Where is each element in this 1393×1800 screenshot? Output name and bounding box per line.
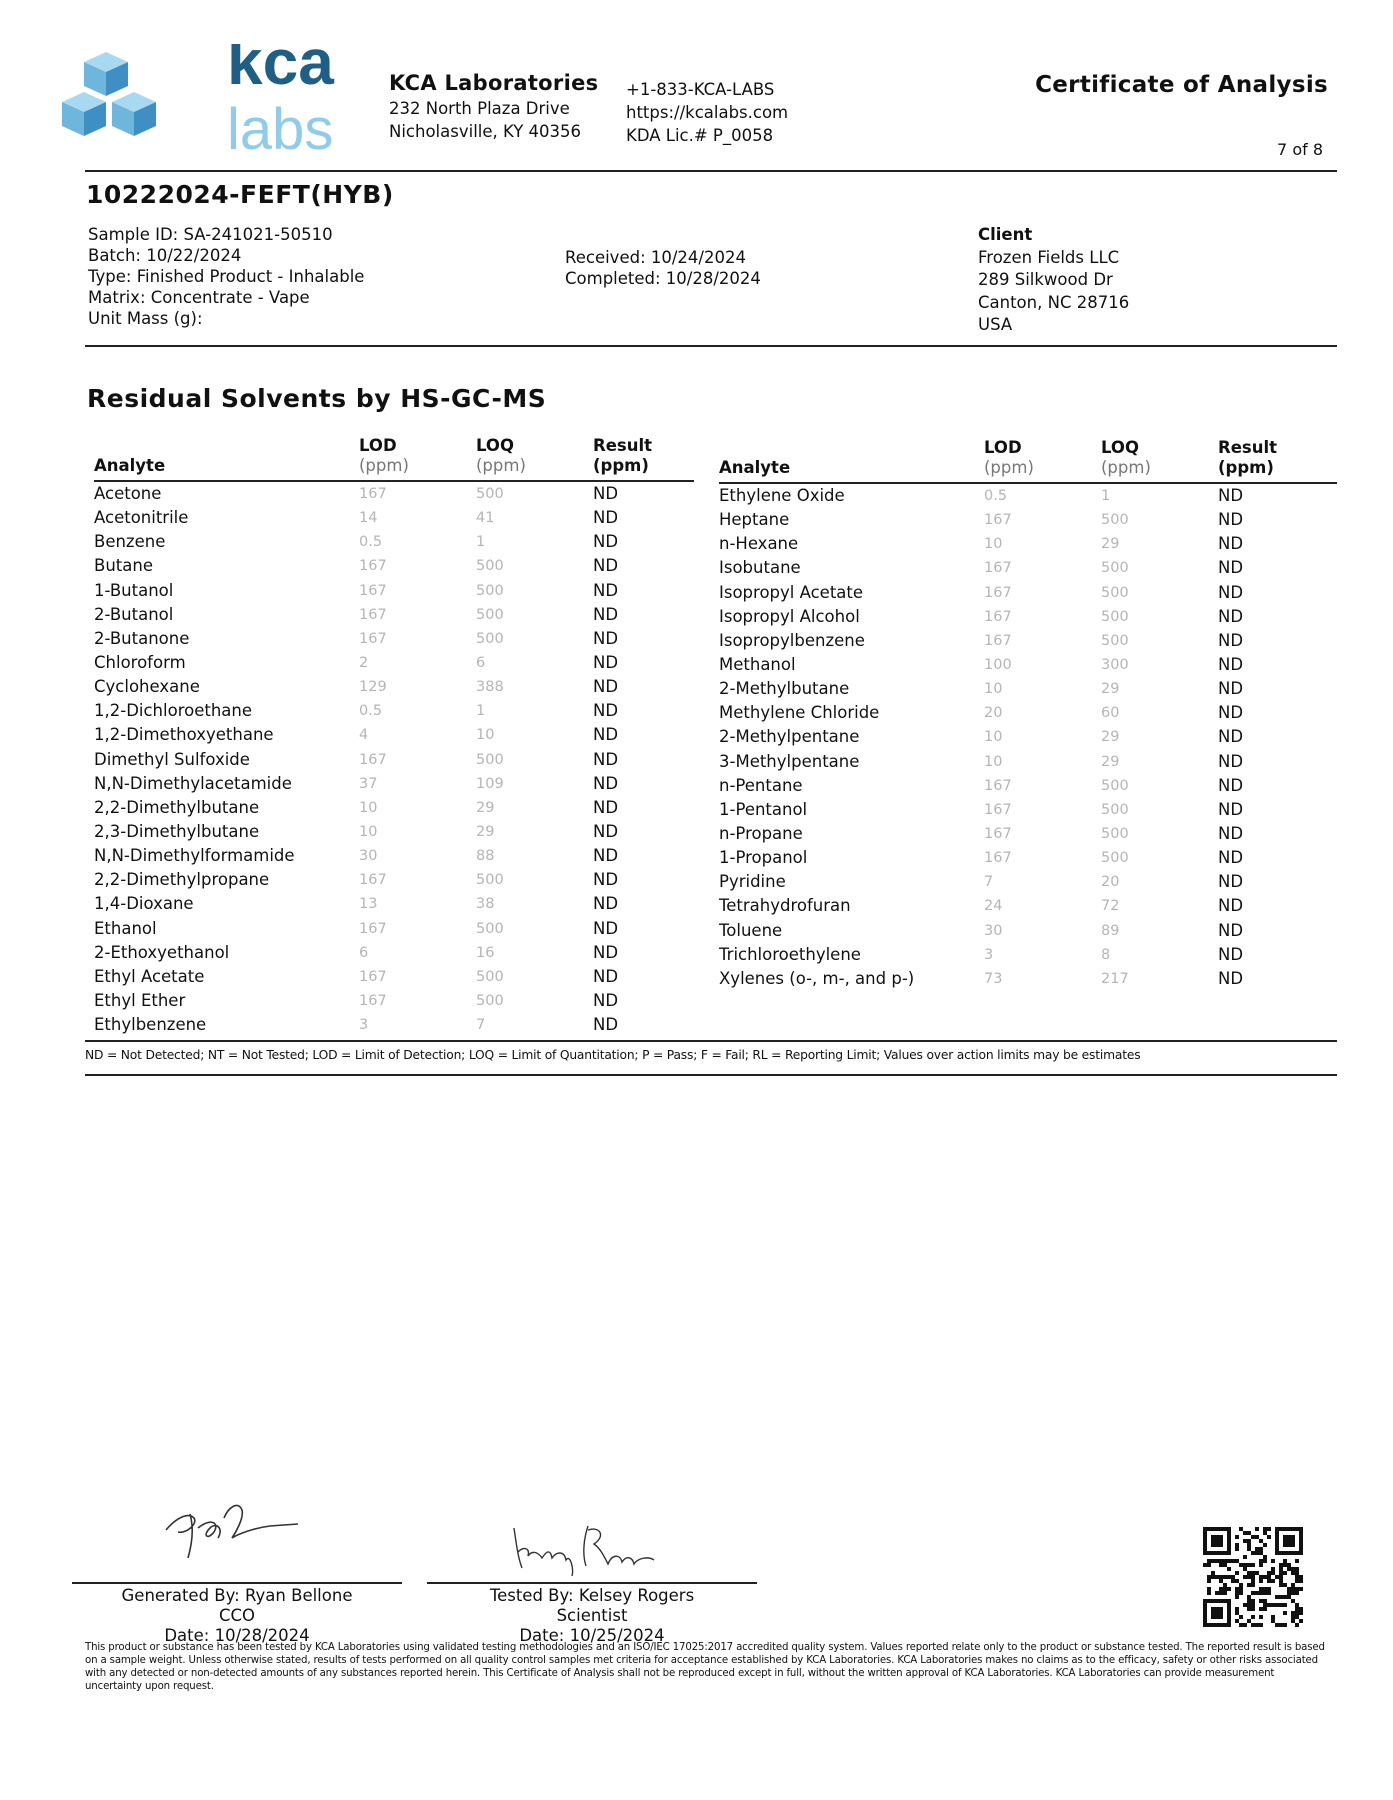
result-cell: ND bbox=[1218, 606, 1244, 626]
analyte-cell: Isopropylbenzene bbox=[719, 630, 865, 650]
sample-type: Type: Finished Product - Inhalable bbox=[88, 267, 365, 286]
lod-cell: 10 bbox=[984, 729, 1003, 746]
lod-cell: 167 bbox=[359, 872, 387, 889]
table-row bbox=[94, 820, 694, 844]
legend-divider bbox=[85, 1074, 1337, 1076]
signature-line-generated bbox=[72, 1582, 402, 1584]
result-cell: ND bbox=[593, 677, 619, 697]
analyte-cell: 1,2-Dimethoxyethane bbox=[94, 725, 274, 745]
result-cell: ND bbox=[593, 556, 619, 576]
analyte-cell: Ethylene Oxide bbox=[719, 486, 845, 506]
result-cell: ND bbox=[1218, 655, 1244, 675]
lod-cell: 37 bbox=[359, 775, 378, 792]
table-row bbox=[719, 846, 1337, 870]
result-cell: ND bbox=[1218, 824, 1244, 844]
lod-cell: 167 bbox=[359, 920, 387, 937]
loq-cell: 500 bbox=[476, 993, 504, 1010]
client-name: Frozen Fields LLC bbox=[978, 247, 1120, 267]
result-cell: ND bbox=[1218, 727, 1244, 747]
loq-cell: 500 bbox=[1101, 560, 1129, 577]
table-row bbox=[94, 530, 694, 554]
loq-cell: 500 bbox=[1101, 608, 1129, 625]
lod-cell: 167 bbox=[359, 630, 387, 647]
result-cell: ND bbox=[593, 846, 619, 866]
signature-ryan-bellone bbox=[158, 1488, 308, 1568]
analyte-cell: Isopropyl Alcohol bbox=[719, 606, 860, 626]
loq-cell: 29 bbox=[1101, 681, 1120, 698]
analyte-cell: N,N-Dimethylacetamide bbox=[94, 773, 292, 793]
analyte-cell: Dimethyl Sulfoxide bbox=[94, 749, 250, 769]
tested-by-date: Date: 10/25/2024 bbox=[519, 1626, 665, 1645]
client-address-line2: Canton, NC 28716 bbox=[978, 292, 1130, 312]
result-cell: ND bbox=[593, 701, 619, 721]
table-row bbox=[719, 894, 1337, 918]
loq-cell: 500 bbox=[476, 582, 504, 599]
sample-id: Sample ID: SA-241021-50510 bbox=[88, 225, 333, 244]
table-bottom-divider bbox=[85, 1040, 1337, 1042]
result-cell: ND bbox=[1218, 679, 1244, 699]
loq-cell: 38 bbox=[476, 896, 495, 913]
generated-by-date: Date: 10/28/2024 bbox=[164, 1626, 310, 1645]
lod-cell: 167 bbox=[359, 606, 387, 623]
analyte-cell: Tetrahydrofuran bbox=[719, 896, 851, 916]
table-row bbox=[94, 481, 694, 506]
result-cell: ND bbox=[1218, 944, 1244, 964]
analyte-cell: 2,2-Dimethylpropane bbox=[94, 870, 270, 890]
result-cell: ND bbox=[593, 1015, 619, 1035]
signature-line-tested bbox=[427, 1582, 757, 1584]
analyte-cell: Isobutane bbox=[719, 558, 801, 578]
loq-cell: 500 bbox=[476, 558, 504, 575]
loq-cell: 29 bbox=[1101, 536, 1120, 553]
analyte-cell: Ethanol bbox=[94, 918, 157, 938]
loq-cell: 29 bbox=[476, 824, 495, 841]
table-row bbox=[719, 532, 1337, 556]
completed-date: Completed: 10/28/2024 bbox=[565, 269, 761, 288]
logo-text-labs: labs bbox=[227, 97, 334, 162]
page-number: 7 of 8 bbox=[1277, 140, 1323, 159]
table-row bbox=[719, 701, 1337, 725]
received-date: Received: 10/24/2024 bbox=[565, 248, 746, 267]
lod-cell: 129 bbox=[359, 679, 387, 696]
lod-cell: 6 bbox=[359, 944, 369, 961]
table-row bbox=[94, 989, 694, 1013]
loq-cell: 29 bbox=[1101, 729, 1120, 746]
analyte-cell: Methanol bbox=[719, 655, 796, 675]
result-cell: ND bbox=[1218, 751, 1244, 771]
loq-cell: 500 bbox=[476, 872, 504, 889]
loq-cell: 29 bbox=[1101, 753, 1120, 770]
analyte-cell: Methylene Chloride bbox=[719, 703, 880, 723]
lod-cell: 167 bbox=[984, 512, 1012, 529]
table-row bbox=[94, 506, 694, 530]
sample-matrix: Matrix: Concentrate - Vape bbox=[88, 288, 310, 307]
analyte-cell: 1-Butanol bbox=[94, 580, 174, 600]
disclaimer-text: This product or substance has been tested by KCA Laboratories using validated testing methodologies and an ISO/IEC 17025:2017 accredited quality system. Values reported relate only to the product or substance tested. The reported result is based on a sample weight. Unless otherwise stated, results of tests performed on all quality control samples met criteria for acceptance established by KCA Laboratories. KCA Laboratories makes no claims as to the efficacy, safety or other risks associated with any detected or non-detected amounts of any substances reported herein. This Certificate of Analysis shall not be reproduced except in full, without the written approval of KCA Laboratories. KCA Laboratories can provide measurement uncertainty upon request. bbox=[85, 1642, 1325, 1692]
logo-text-kca: kca bbox=[227, 44, 334, 98]
results-table-right bbox=[719, 438, 1337, 991]
tested-by-title: Scientist bbox=[556, 1606, 628, 1625]
lod-cell: 167 bbox=[984, 608, 1012, 625]
loq-cell: 41 bbox=[476, 510, 495, 527]
result-cell: ND bbox=[593, 942, 619, 962]
loq-cell: 300 bbox=[1101, 657, 1129, 674]
loq-cell: 60 bbox=[1101, 705, 1120, 722]
loq-cell: 500 bbox=[476, 920, 504, 937]
loq-cell: 500 bbox=[1101, 584, 1129, 601]
lod-cell: 167 bbox=[984, 850, 1012, 867]
lod-cell: 167 bbox=[984, 560, 1012, 577]
analyte-cell: Butane bbox=[94, 556, 153, 576]
signature-kelsey-rogers bbox=[508, 1518, 668, 1578]
loq-cell: 109 bbox=[476, 775, 504, 792]
header-lod: LOD (ppm) bbox=[984, 438, 1101, 483]
client-country: USA bbox=[978, 315, 1013, 334]
table-row bbox=[719, 508, 1337, 532]
table-row bbox=[719, 870, 1337, 894]
table-row bbox=[94, 603, 694, 627]
lod-cell: 30 bbox=[359, 848, 378, 865]
analyte-cell: Trichloroethylene bbox=[719, 944, 861, 964]
loq-cell: 500 bbox=[1101, 826, 1129, 843]
result-cell: ND bbox=[1218, 630, 1244, 650]
lod-cell: 167 bbox=[359, 582, 387, 599]
table-row bbox=[94, 554, 694, 578]
table-row bbox=[94, 772, 694, 796]
loq-cell: 500 bbox=[476, 968, 504, 985]
analyte-cell: Pyridine bbox=[719, 872, 786, 892]
table-row bbox=[94, 675, 694, 699]
client-label: Client bbox=[978, 225, 1033, 244]
loq-cell: 217 bbox=[1101, 970, 1129, 987]
lod-cell: 167 bbox=[984, 584, 1012, 601]
loq-cell: 500 bbox=[1101, 632, 1129, 649]
result-cell: ND bbox=[1218, 510, 1244, 530]
loq-cell: 1 bbox=[476, 534, 486, 551]
sample-unit-mass: Unit Mass (g): bbox=[88, 309, 203, 328]
kca-labs-logo bbox=[62, 44, 362, 164]
table-row bbox=[719, 653, 1337, 677]
lod-cell: 0.5 bbox=[359, 703, 383, 720]
document-title: Certificate of Analysis bbox=[1035, 72, 1328, 98]
table-row bbox=[94, 965, 694, 989]
result-cell: ND bbox=[593, 894, 619, 914]
result-cell: ND bbox=[593, 628, 619, 648]
sample-name: 10222024-FEFT(HYB) bbox=[86, 180, 394, 209]
lod-cell: 10 bbox=[984, 536, 1003, 553]
result-cell: ND bbox=[1218, 558, 1244, 578]
analyte-cell: 2-Butanol bbox=[94, 604, 174, 624]
lod-cell: 10 bbox=[359, 824, 378, 841]
lod-cell: 7 bbox=[984, 874, 994, 891]
lod-cell: 167 bbox=[984, 632, 1012, 649]
sample-dates bbox=[565, 247, 761, 289]
cubes-icon bbox=[62, 44, 362, 164]
tested-by-name: Tested By: Kelsey Rogers bbox=[489, 1586, 695, 1605]
table-row bbox=[719, 725, 1337, 749]
analyte-cell: n-Pentane bbox=[719, 775, 803, 795]
lod-cell: 2 bbox=[359, 655, 369, 672]
result-cell: ND bbox=[593, 966, 619, 986]
table-row bbox=[719, 822, 1337, 846]
result-cell: ND bbox=[593, 773, 619, 793]
lod-cell: 167 bbox=[359, 993, 387, 1010]
client-address-line1: 289 Silkwood Dr bbox=[978, 270, 1113, 289]
table-row bbox=[719, 919, 1337, 943]
info-divider bbox=[85, 345, 1337, 347]
header-loq: LOQ (ppm) bbox=[1101, 438, 1218, 483]
result-cell: ND bbox=[1218, 534, 1244, 554]
loq-cell: 6 bbox=[476, 655, 486, 672]
loq-cell: 16 bbox=[476, 944, 495, 961]
analyte-cell: 3-Methylpentane bbox=[719, 751, 860, 771]
analyte-cell: Ethylbenzene bbox=[94, 1015, 207, 1035]
table-row bbox=[94, 699, 694, 723]
header-result: Result (ppm) bbox=[1218, 438, 1337, 483]
table-row bbox=[94, 796, 694, 820]
result-cell: ND bbox=[1218, 703, 1244, 723]
lod-cell: 167 bbox=[359, 751, 387, 768]
analyte-cell: 2,2-Dimethylbutane bbox=[94, 797, 260, 817]
lod-cell: 73 bbox=[984, 970, 1003, 987]
table-row bbox=[719, 556, 1337, 580]
analyte-cell: Acetone bbox=[94, 484, 162, 504]
analyte-cell: 1,4-Dioxane bbox=[94, 894, 194, 914]
lab-website[interactable]: https://kcalabs.com bbox=[626, 103, 789, 122]
lod-cell: 167 bbox=[984, 801, 1012, 818]
analyte-cell: 1-Pentanol bbox=[719, 799, 808, 819]
loq-cell: 7 bbox=[476, 1017, 486, 1034]
table-row bbox=[94, 941, 694, 965]
lod-cell: 14 bbox=[359, 510, 378, 527]
loq-cell: 500 bbox=[1101, 512, 1129, 529]
table-row bbox=[94, 868, 694, 892]
loq-cell: 500 bbox=[476, 630, 504, 647]
generated-by-name: Generated By: Ryan Bellone bbox=[121, 1586, 353, 1605]
lod-cell: 167 bbox=[359, 558, 387, 575]
loq-cell: 10 bbox=[476, 727, 495, 744]
lod-cell: 3 bbox=[359, 1017, 369, 1034]
header-analyte: Analyte bbox=[719, 438, 984, 483]
loq-cell: 20 bbox=[1101, 874, 1120, 891]
analyte-cell: 2,3-Dimethylbutane bbox=[94, 822, 260, 842]
analyte-cell: Ethyl Acetate bbox=[94, 966, 205, 986]
result-cell: ND bbox=[593, 725, 619, 745]
table-row bbox=[719, 798, 1337, 822]
table-row bbox=[94, 917, 694, 941]
table-row bbox=[719, 483, 1337, 508]
tested-by-block bbox=[427, 1586, 757, 1646]
section-title: Residual Solvents by HS-GC-MS bbox=[87, 384, 547, 413]
result-cell: ND bbox=[1218, 486, 1244, 506]
lod-cell: 0.5 bbox=[984, 488, 1008, 505]
analyte-cell: 2-Ethoxyethanol bbox=[94, 942, 230, 962]
results-table-left bbox=[94, 436, 694, 1037]
table-row bbox=[719, 774, 1337, 798]
table-row bbox=[94, 579, 694, 603]
lod-cell: 10 bbox=[359, 799, 378, 816]
result-cell: ND bbox=[1218, 896, 1244, 916]
analyte-cell: 2-Methylbutane bbox=[719, 679, 850, 699]
lab-phone: +1-833-KCA-LABS bbox=[626, 80, 775, 99]
generated-by-title: CCO bbox=[218, 1606, 256, 1625]
lod-cell: 13 bbox=[359, 896, 378, 913]
lod-cell: 167 bbox=[359, 486, 387, 503]
loq-cell: 500 bbox=[476, 751, 504, 768]
result-cell: ND bbox=[593, 749, 619, 769]
lod-cell: 24 bbox=[984, 898, 1003, 915]
loq-cell: 500 bbox=[476, 606, 504, 623]
loq-cell: 1 bbox=[1101, 488, 1111, 505]
lod-cell: 3 bbox=[984, 946, 994, 963]
result-cell: ND bbox=[593, 918, 619, 938]
lod-cell: 0.5 bbox=[359, 534, 383, 551]
loq-cell: 8 bbox=[1101, 946, 1111, 963]
result-cell: ND bbox=[1218, 775, 1244, 795]
table-header-row bbox=[94, 436, 694, 481]
lab-name: KCA Laboratories bbox=[389, 71, 599, 95]
table-row bbox=[94, 748, 694, 772]
result-cell: ND bbox=[593, 797, 619, 817]
table-row bbox=[719, 605, 1337, 629]
table-row bbox=[719, 581, 1337, 605]
analyte-cell: 1,2-Dichloroethane bbox=[94, 701, 253, 721]
lod-cell: 20 bbox=[984, 705, 1003, 722]
analyte-cell: Chloroform bbox=[94, 653, 186, 673]
result-cell: ND bbox=[1218, 799, 1244, 819]
table-row bbox=[719, 967, 1337, 991]
client-info bbox=[978, 224, 1129, 337]
header-loq: LOQ (ppm) bbox=[476, 436, 593, 481]
analyte-cell: 2-Methylpentane bbox=[719, 727, 860, 747]
lab-license: KDA Lic.# P_0058 bbox=[626, 126, 774, 145]
analyte-cell: Heptane bbox=[719, 510, 790, 530]
lod-cell: 4 bbox=[359, 727, 369, 744]
table-row bbox=[719, 943, 1337, 967]
result-cell: ND bbox=[593, 653, 619, 673]
analyte-cell: 2-Butanone bbox=[94, 628, 190, 648]
loq-cell: 1 bbox=[476, 703, 486, 720]
result-cell: ND bbox=[593, 991, 619, 1011]
table-row bbox=[94, 844, 694, 868]
loq-cell: 388 bbox=[476, 679, 504, 696]
table-row bbox=[719, 629, 1337, 653]
table-body-left bbox=[94, 481, 694, 1037]
result-cell: ND bbox=[593, 604, 619, 624]
table-row bbox=[719, 677, 1337, 701]
result-cell: ND bbox=[593, 822, 619, 842]
lod-cell: 10 bbox=[984, 681, 1003, 698]
generated-by-block bbox=[72, 1586, 402, 1646]
loq-cell: 500 bbox=[1101, 777, 1129, 794]
lab-address-block bbox=[389, 72, 598, 143]
analyte-cell: 1-Propanol bbox=[719, 848, 808, 868]
table-row bbox=[94, 627, 694, 651]
abbreviation-legend: ND = Not Detected; NT = Not Tested; LOD = Limit of Detection; LOQ = Limit of Quantitation; P = Pass; F = Fail; RL = Reporting Limit; Values over action limits may be estimates bbox=[85, 1048, 1141, 1062]
loq-cell: 88 bbox=[476, 848, 495, 865]
loq-cell: 500 bbox=[1101, 801, 1129, 818]
result-cell: ND bbox=[1218, 848, 1244, 868]
result-cell: ND bbox=[593, 532, 619, 552]
analyte-cell: Cyclohexane bbox=[94, 677, 200, 697]
analyte-cell: Acetonitrile bbox=[94, 508, 189, 528]
result-cell: ND bbox=[1218, 582, 1244, 602]
loq-cell: 89 bbox=[1101, 922, 1120, 939]
header-result: Result (ppm) bbox=[593, 436, 694, 481]
result-cell: ND bbox=[593, 580, 619, 600]
result-cell: ND bbox=[1218, 872, 1244, 892]
table-row bbox=[719, 750, 1337, 774]
lod-cell: 167 bbox=[359, 968, 387, 985]
sample-info bbox=[88, 224, 364, 329]
loq-cell: 29 bbox=[476, 799, 495, 816]
lod-cell: 10 bbox=[984, 753, 1003, 770]
analyte-cell: Isopropyl Acetate bbox=[719, 582, 864, 602]
lab-contact-block bbox=[626, 78, 788, 147]
lod-cell: 100 bbox=[984, 657, 1012, 674]
table-row bbox=[94, 723, 694, 747]
result-cell: ND bbox=[1218, 968, 1244, 988]
loq-cell: 72 bbox=[1101, 898, 1120, 915]
header-divider bbox=[85, 170, 1337, 172]
analyte-cell: N,N-Dimethylformamide bbox=[94, 846, 295, 866]
result-cell: ND bbox=[593, 508, 619, 528]
qr-code-icon[interactable] bbox=[1203, 1527, 1303, 1627]
result-cell: ND bbox=[1218, 920, 1244, 940]
analyte-cell: n-Hexane bbox=[719, 534, 799, 554]
lod-cell: 167 bbox=[984, 777, 1012, 794]
header-lod: LOD (ppm) bbox=[359, 436, 476, 481]
table-row bbox=[94, 892, 694, 916]
result-cell: ND bbox=[593, 870, 619, 890]
sample-batch: Batch: 10/22/2024 bbox=[88, 246, 242, 265]
analyte-cell: Ethyl Ether bbox=[94, 991, 186, 1011]
lab-address-line2: Nicholasville, KY 40356 bbox=[389, 122, 582, 141]
analyte-cell: Benzene bbox=[94, 532, 166, 552]
analyte-cell: n-Propane bbox=[719, 824, 803, 844]
table-body-right bbox=[719, 483, 1337, 991]
result-cell: ND bbox=[593, 484, 619, 504]
lod-cell: 167 bbox=[984, 826, 1012, 843]
analyte-cell: Toluene bbox=[719, 920, 783, 940]
loq-cell: 500 bbox=[476, 486, 504, 503]
lab-address-line1: 232 North Plaza Drive bbox=[389, 99, 570, 118]
table-row bbox=[94, 651, 694, 675]
lod-cell: 30 bbox=[984, 922, 1003, 939]
table-row bbox=[94, 1013, 694, 1037]
loq-cell: 500 bbox=[1101, 850, 1129, 867]
header-analyte: Analyte bbox=[94, 436, 359, 481]
analyte-cell: Xylenes (o-, m-, and p-) bbox=[719, 968, 915, 988]
table-header-row bbox=[719, 438, 1337, 483]
